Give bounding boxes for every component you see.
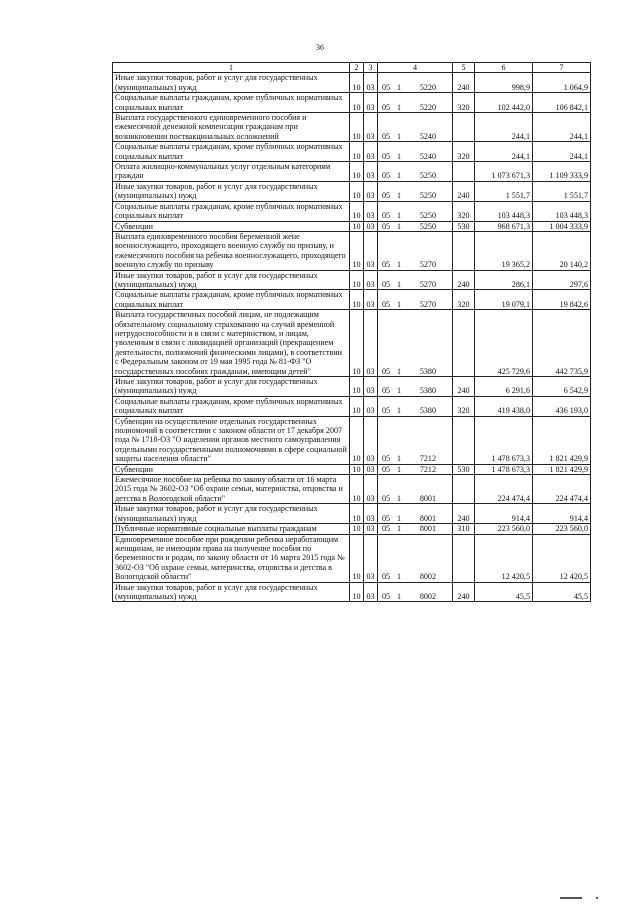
expense-type-code	[453, 534, 475, 582]
section-code: 10	[350, 181, 364, 201]
expense-type-code: 530	[453, 221, 475, 231]
code-part: 1	[396, 102, 402, 112]
target-article-code	[378, 181, 453, 201]
amount-year-1: 19 365,2	[475, 231, 533, 270]
section-code: 10	[350, 475, 364, 504]
table-row	[113, 475, 591, 504]
code-part: 5220	[419, 82, 436, 92]
code-part: 1	[396, 260, 402, 270]
amount-year-2: 1 004 333,9	[533, 221, 591, 231]
expense-type-code	[453, 231, 475, 270]
amount-year-2: 244,1	[533, 113, 591, 142]
subsection-code: 03	[364, 504, 378, 524]
target-article-code	[378, 475, 453, 504]
code-part: 05	[381, 102, 391, 112]
table-row	[113, 377, 591, 397]
amount-year-1: 6 291,6	[475, 377, 533, 397]
amount-year-2: 1 821 429,9	[533, 464, 591, 474]
expense-type-code: 240	[453, 270, 475, 290]
target-article-code	[378, 290, 453, 310]
code-part: 05	[381, 221, 391, 231]
section-code: 10	[350, 310, 364, 377]
section-code: 10	[350, 377, 364, 397]
row-name: Иные закупки товаров, работ и услуг для государственных (муниципальных) нужд	[113, 504, 350, 524]
expense-type-code	[453, 416, 475, 464]
header-cell: 5	[453, 63, 475, 73]
section-code: 10	[350, 162, 364, 182]
amount-year-2: 1 109 333,9	[533, 162, 591, 182]
expense-type-code: 320	[453, 142, 475, 162]
table-row	[113, 504, 591, 524]
amount-year-1: 244,1	[475, 113, 533, 142]
code-part: 1	[396, 191, 402, 201]
code-part: 05	[381, 524, 391, 534]
target-article-code	[378, 582, 453, 602]
amount-year-2: 106 842,1	[533, 93, 591, 113]
row-name: Выплата государственных пособий лицам, не подлежащим обязательному социальному страхованию на случай временной нетрудоспособности и в связи с материнством, и лицам, уволенным в связи с ликвидацией организаций (прекращением деятельности, полномочий физическими лицами), в соответствии с Федеральным законом от 19 мая 1995 года № 81-ФЗ "О государственных пособиях гражданам, имеющим детей"	[113, 310, 350, 377]
table-row	[113, 310, 591, 377]
amount-year-2: 223 560,0	[533, 524, 591, 534]
amount-year-1: 224 474,4	[475, 475, 533, 504]
table-row	[113, 181, 591, 201]
section-code: 10	[350, 113, 364, 142]
section-code: 10	[350, 416, 364, 464]
target-article-code	[378, 73, 453, 93]
target-article-code	[378, 270, 453, 290]
section-code: 10	[350, 221, 364, 231]
code-part: 1	[396, 279, 402, 289]
row-name: Выплата государственного единовременного пособия и ежемесячной денежной компенсации гражданам при возникновении поствакцинальных осложнений	[113, 113, 350, 142]
code-part: 05	[381, 260, 391, 270]
section-code: 10	[350, 270, 364, 290]
code-part: 5380	[419, 366, 436, 376]
section-code: 10	[350, 504, 364, 524]
code-part: 05	[381, 464, 391, 474]
amount-year-1: 12 420,5	[475, 534, 533, 582]
code-part: 1	[396, 406, 402, 416]
row-name: Иные закупки товаров, работ и услуг для государственных (муниципальных) нужд	[113, 377, 350, 397]
target-article-code	[378, 416, 453, 464]
amount-year-2: 20 140,2	[533, 231, 591, 270]
table-row	[113, 396, 591, 416]
section-code: 10	[350, 290, 364, 310]
target-article-code	[378, 396, 453, 416]
row-name: Оплата жилищно-коммунальных услуг отдельным категориям граждан	[113, 162, 350, 182]
table-row	[113, 142, 591, 162]
amount-year-2: 914,4	[533, 504, 591, 524]
code-part: 8002	[419, 572, 436, 582]
header-row	[113, 63, 591, 73]
row-name: Иные закупки товаров, работ и услуг для государственных (муниципальных) нужд	[113, 73, 350, 93]
row-name: Социальные выплаты гражданам, кроме публичных нормативных социальных выплат	[113, 201, 350, 221]
row-name: Субвенции	[113, 221, 350, 231]
code-part: 5240	[419, 151, 436, 161]
target-article-code	[378, 93, 453, 113]
amount-year-2: 436 193,0	[533, 396, 591, 416]
code-part: 7212	[419, 464, 436, 474]
amount-year-2: 1 064,9	[533, 73, 591, 93]
page-number: 36	[316, 43, 324, 52]
code-part: 1	[396, 171, 402, 181]
amount-year-2: 19 842,6	[533, 290, 591, 310]
amount-year-1: 968 671,3	[475, 221, 533, 231]
expense-type-code: 240	[453, 181, 475, 201]
row-name: Выплата единовременного пособия беременной жене военнослужащего, проходящего военную службу по призыву, и ежемесячного пособия на ребенка военнослужащего, проходящего военную службу по призыву	[113, 231, 350, 270]
code-part: 05	[381, 211, 391, 221]
expense-type-code: 310	[453, 524, 475, 534]
header-cell: 6	[475, 63, 533, 73]
code-part: 05	[381, 279, 391, 289]
code-part: 5220	[419, 102, 436, 112]
amount-year-2: 45,5	[533, 582, 591, 602]
amount-year-1: 223 560,0	[475, 524, 533, 534]
table-row	[113, 93, 591, 113]
amount-year-1: 244,1	[475, 142, 533, 162]
code-part: 05	[381, 151, 391, 161]
expense-type-code: 320	[453, 396, 475, 416]
scan-edge-mark	[596, 897, 598, 899]
row-name: Социальные выплаты гражданам, кроме публичных нормативных социальных выплат	[113, 396, 350, 416]
code-part: 05	[381, 572, 391, 582]
target-article-code	[378, 310, 453, 377]
amount-year-1: 914,4	[475, 504, 533, 524]
code-part: 1	[396, 464, 402, 474]
subsection-code: 03	[364, 377, 378, 397]
code-part: 5270	[419, 279, 436, 289]
code-part: 05	[381, 82, 391, 92]
table-row	[113, 231, 591, 270]
subsection-code: 03	[364, 201, 378, 221]
code-part: 8001	[419, 513, 436, 523]
code-part: 05	[381, 131, 391, 141]
code-part: 05	[381, 191, 391, 201]
amount-year-1: 419 438,0	[475, 396, 533, 416]
section-code: 10	[350, 582, 364, 602]
header-cell: 3	[364, 63, 378, 73]
amount-year-1: 103 448,3	[475, 201, 533, 221]
amount-year-1: 998,9	[475, 73, 533, 93]
header-cell: 7	[533, 63, 591, 73]
expense-type-code: 320	[453, 201, 475, 221]
amount-year-2: 297,6	[533, 270, 591, 290]
section-code: 10	[350, 231, 364, 270]
subsection-code: 03	[364, 270, 378, 290]
row-name: Субвенции	[113, 464, 350, 474]
subsection-code: 03	[364, 475, 378, 504]
expense-type-code	[453, 310, 475, 377]
code-part: 5380	[419, 406, 436, 416]
subsection-code: 03	[364, 310, 378, 377]
table-row	[113, 464, 591, 474]
amount-year-2: 1 551,7	[533, 181, 591, 201]
amount-year-2: 244,1	[533, 142, 591, 162]
table-row	[113, 201, 591, 221]
section-code: 10	[350, 464, 364, 474]
subsection-code: 03	[364, 162, 378, 182]
subsection-code: 03	[364, 93, 378, 113]
subsection-code: 03	[364, 231, 378, 270]
code-part: 1	[396, 524, 402, 534]
amount-year-1: 102 442,0	[475, 93, 533, 113]
subsection-code: 03	[364, 221, 378, 231]
amount-year-2: 12 420,5	[533, 534, 591, 582]
amount-year-1: 1 073 671,3	[475, 162, 533, 182]
expense-type-code	[453, 162, 475, 182]
code-part: 1	[396, 299, 402, 309]
row-name: Социальные выплаты гражданам, кроме публичных нормативных социальных выплат	[113, 142, 350, 162]
target-article-code	[378, 464, 453, 474]
row-name: Единовременное пособие при рождении ребенка неработающим женщинам, не имеющим права на получение пособия по беременности и родам, по закону области от 16 марта 2015 года № 3602-ОЗ "Об охране семьи, материнства, отцовства и детства в Вологодской области"	[113, 534, 350, 582]
code-part: 1	[396, 366, 402, 376]
header-cell: 4	[378, 63, 453, 73]
table-row	[113, 416, 591, 464]
expense-type-code: 320	[453, 290, 475, 310]
code-part: 1	[396, 82, 402, 92]
row-name: Ежемесячное пособие на ребенка по закону области от 16 марта 2015 года № 3602-ОЗ "Об охране семьи, материнства, отцовства и детства в Вологодской области"	[113, 475, 350, 504]
amount-year-2: 1 821 429,9	[533, 416, 591, 464]
amount-year-1: 19 079,1	[475, 290, 533, 310]
code-part: 5270	[419, 299, 436, 309]
code-part: 1	[396, 151, 402, 161]
expense-type-code	[453, 475, 475, 504]
target-article-code	[378, 142, 453, 162]
code-part: 8002	[419, 591, 436, 601]
code-part: 1	[396, 493, 402, 503]
section-code: 10	[350, 524, 364, 534]
table-row	[113, 113, 591, 142]
code-part: 1	[396, 454, 402, 464]
code-part: 05	[381, 454, 391, 464]
table-row	[113, 221, 591, 231]
section-code: 10	[350, 73, 364, 93]
code-part: 8001	[419, 524, 436, 534]
section-code: 10	[350, 534, 364, 582]
amount-year-1: 425 729,6	[475, 310, 533, 377]
subsection-code: 03	[364, 142, 378, 162]
amount-year-2: 6 542,9	[533, 377, 591, 397]
code-part: 1	[396, 211, 402, 221]
code-part: 1	[396, 131, 402, 141]
expense-type-code: 320	[453, 93, 475, 113]
target-article-code	[378, 113, 453, 142]
code-part: 05	[381, 171, 391, 181]
subsection-code: 03	[364, 416, 378, 464]
table-row	[113, 162, 591, 182]
code-part: 5270	[419, 260, 436, 270]
section-code: 10	[350, 93, 364, 113]
expense-type-code: 240	[453, 377, 475, 397]
row-name: Иные закупки товаров, работ и услуг для государственных (муниципальных) нужд	[113, 270, 350, 290]
expense-type-code	[453, 113, 475, 142]
code-part: 5380	[419, 386, 436, 396]
expense-type-code: 240	[453, 504, 475, 524]
subsection-code: 03	[364, 582, 378, 602]
code-part: 05	[381, 513, 391, 523]
expense-type-code: 240	[453, 73, 475, 93]
code-part: 05	[381, 493, 391, 503]
table-row	[113, 270, 591, 290]
code-part: 5240	[419, 131, 436, 141]
target-article-code	[378, 534, 453, 582]
code-part: 1	[396, 386, 402, 396]
expense-type-code: 240	[453, 582, 475, 602]
target-article-code	[378, 504, 453, 524]
subsection-code: 03	[364, 396, 378, 416]
code-part: 05	[381, 406, 391, 416]
amount-year-2: 103 448,3	[533, 201, 591, 221]
subsection-code: 03	[364, 73, 378, 93]
scan-edge-mark	[560, 897, 582, 899]
subsection-code: 03	[364, 524, 378, 534]
code-part: 5250	[419, 221, 436, 231]
code-part: 5250	[419, 191, 436, 201]
subsection-code: 03	[364, 290, 378, 310]
target-article-code	[378, 377, 453, 397]
header-cell: 2	[350, 63, 364, 73]
subsection-code: 03	[364, 464, 378, 474]
code-part: 5250	[419, 211, 436, 221]
table-row	[113, 534, 591, 582]
target-article-code	[378, 231, 453, 270]
target-article-code	[378, 221, 453, 231]
code-part: 1	[396, 221, 402, 231]
code-part: 7212	[419, 454, 436, 464]
amount-year-1: 1 478 673,3	[475, 464, 533, 474]
section-code: 10	[350, 396, 364, 416]
row-name: Иные закупки товаров, работ и услуг для государственных (муниципальных) нужд	[113, 181, 350, 201]
target-article-code	[378, 524, 453, 534]
section-code: 10	[350, 201, 364, 221]
section-code: 10	[350, 142, 364, 162]
target-article-code	[378, 162, 453, 182]
subsection-code: 03	[364, 181, 378, 201]
code-part: 1	[396, 591, 402, 601]
table-row	[113, 524, 591, 534]
table-row	[113, 582, 591, 602]
code-part: 8001	[419, 493, 436, 503]
row-name: Социальные выплаты гражданам, кроме публичных нормативных социальных выплат	[113, 93, 350, 113]
table-row	[113, 73, 591, 93]
row-name: Иные закупки товаров, работ и услуг для государственных (муниципальных) нужд	[113, 582, 350, 602]
amount-year-2: 224 474,4	[533, 475, 591, 504]
subsection-code: 03	[364, 113, 378, 142]
code-part: 05	[381, 366, 391, 376]
amount-year-1: 1 551,7	[475, 181, 533, 201]
code-part: 05	[381, 299, 391, 309]
table-row	[113, 290, 591, 310]
budget-table	[112, 62, 591, 602]
target-article-code	[378, 201, 453, 221]
header-cell: 1	[113, 63, 350, 73]
code-part: 05	[381, 591, 391, 601]
subsection-code: 03	[364, 534, 378, 582]
row-name: Субвенции на осуществление отдельных государственных полномочий в соответствии с законом области от 17 декабря 2007 года № 1718-ОЗ "О наделении органов местного самоуправления отдельными государственными полномочиями в сфере социальной защиты населения области"	[113, 416, 350, 464]
expense-type-code: 530	[453, 464, 475, 474]
code-part: 1	[396, 513, 402, 523]
amount-year-1: 45,5	[475, 582, 533, 602]
amount-year-1: 286,1	[475, 270, 533, 290]
row-name: Социальные выплаты гражданам, кроме публичных нормативных социальных выплат	[113, 290, 350, 310]
amount-year-2: 442 735,9	[533, 310, 591, 377]
row-name: Публичные нормативные социальные выплаты гражданам	[113, 524, 350, 534]
code-part: 5250	[419, 171, 436, 181]
code-part: 1	[396, 572, 402, 582]
amount-year-1: 1 478 673,3	[475, 416, 533, 464]
code-part: 05	[381, 386, 391, 396]
